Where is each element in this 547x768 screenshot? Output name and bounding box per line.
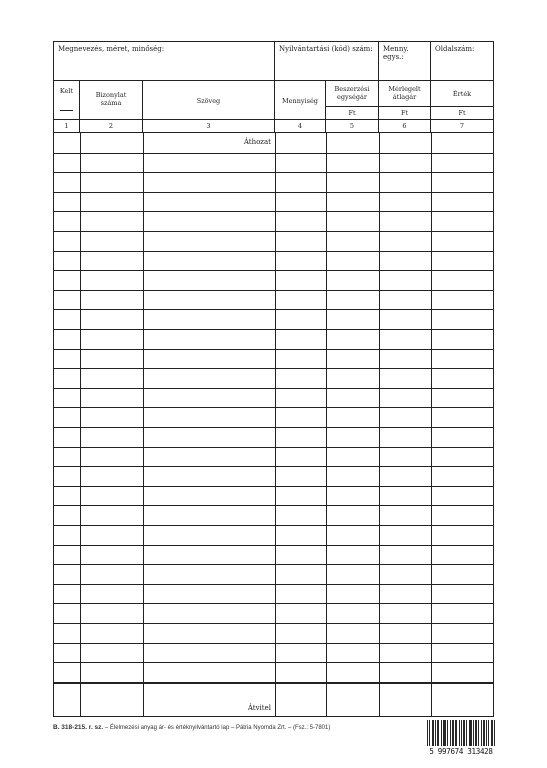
barcode-bar <box>444 720 445 746</box>
barcode-bar <box>476 720 477 746</box>
grid-row-line <box>54 349 493 350</box>
grid-row-line <box>54 251 493 252</box>
page-number-field[interactable] <box>431 42 493 80</box>
barcode-bar <box>432 720 433 746</box>
grid-row-line <box>54 309 493 310</box>
barcode-bar <box>464 720 465 746</box>
grid-row-line <box>54 505 493 506</box>
grid-row-line <box>54 290 493 291</box>
barcode-bar <box>473 720 474 746</box>
page-number-label: Oldalszám: <box>435 45 475 53</box>
grid-row-line <box>54 682 493 684</box>
unit-field-label: Menny. egys.: <box>383 45 409 61</box>
form-description: – Élelmezési anyag ár- és értéknyilvántartó lap – Pátria Nyomda Zrt. – (Fsz.: 5-7801) <box>103 725 331 731</box>
column-number: 4 <box>275 120 326 132</box>
barcode-bar <box>484 720 485 746</box>
grid-row-line <box>54 564 493 565</box>
column-szoveg <box>143 81 275 119</box>
grid-row-line <box>54 545 493 546</box>
barcode-bar <box>459 720 460 746</box>
grid-column-divider <box>379 133 380 716</box>
column-szoveg-label: Szöveg <box>196 97 221 105</box>
barcode-digits: 5 997674 313428 <box>429 747 493 756</box>
barcode-bar <box>443 720 444 746</box>
column-merlegelt-label: Mérlegelt átlagár <box>388 85 421 101</box>
barcode-bar <box>461 720 462 746</box>
grid-row-line <box>54 270 493 271</box>
grid-row-line <box>54 172 493 173</box>
grid-row-line <box>54 427 493 428</box>
unit-field[interactable] <box>379 42 431 80</box>
column-beszerzesi-label: Beszerzési egységár <box>334 85 370 101</box>
carry-in-label: Áthozat <box>243 138 271 146</box>
grid-row-line <box>54 368 493 369</box>
column-mennyiseg-label: Mennyiség <box>282 97 318 105</box>
barcode-bar <box>429 720 430 746</box>
column-number: 5 <box>326 120 379 132</box>
grid-row-line <box>54 211 493 212</box>
column-beszerzesi <box>326 81 379 119</box>
carry-out-label: Átvitel <box>247 704 271 712</box>
form-header-row <box>54 42 493 81</box>
column-number: 1 <box>54 120 80 132</box>
grid-row-line <box>54 623 493 624</box>
barcode-bars <box>427 720 495 746</box>
barcode-bar <box>478 720 479 746</box>
grid-column-divider <box>275 133 276 716</box>
grid-column-divider <box>431 133 432 716</box>
barcode-bar <box>463 720 464 746</box>
barcode-bar <box>453 720 454 746</box>
form-footer <box>53 724 330 731</box>
column-number: 2 <box>80 120 143 132</box>
column-ertek <box>431 81 493 119</box>
grid-row-line <box>54 231 493 232</box>
barcode-bar <box>441 720 442 746</box>
name-field-label: Megnevezés, méret, minőség: <box>58 45 165 53</box>
barcode-bar <box>470 720 471 746</box>
grid-row-line <box>54 486 493 487</box>
grid-row-line <box>54 447 493 448</box>
barcode-bar <box>452 720 453 746</box>
grid-row-line <box>54 192 493 193</box>
name-field[interactable] <box>54 42 275 80</box>
column-mennyiseg <box>275 81 326 119</box>
code-field[interactable] <box>275 42 379 80</box>
barcode-bar <box>450 720 451 746</box>
grid-row-line <box>54 525 493 526</box>
barcode-bar <box>438 720 439 746</box>
column-kelt <box>54 81 80 119</box>
grid-row-line <box>54 407 493 408</box>
grid-row-line <box>54 329 493 330</box>
barcode-bar <box>494 720 495 746</box>
barcode-bar <box>492 720 493 746</box>
form-code: B. 318-215. r. sz. <box>53 724 104 731</box>
barcode-bar <box>491 720 492 746</box>
column-number: 7 <box>459 122 465 130</box>
grid-row-line <box>54 466 493 467</box>
barcode-bar <box>437 720 438 746</box>
barcode-bar <box>481 720 482 746</box>
column-merlegelt-unit: Ft <box>379 106 430 119</box>
grid-column-divider <box>143 133 144 716</box>
grid-row-line <box>54 584 493 585</box>
barcode-bar <box>456 720 457 746</box>
barcode-bar <box>471 720 472 746</box>
barcode-bar <box>435 720 436 746</box>
column-kelt-label: Kelt <box>59 87 74 95</box>
grid-row-line <box>54 662 493 663</box>
column-merlegelt <box>379 81 431 119</box>
column-ertek-unit: Ft <box>431 106 493 119</box>
barcode-bar <box>483 720 484 746</box>
grid-row-line <box>54 643 493 644</box>
barcode-bar <box>466 720 467 746</box>
grid-row-line <box>54 153 493 154</box>
column-number: 6 <box>379 120 431 132</box>
grid-column-divider <box>326 133 327 716</box>
barcode-bar <box>427 720 428 746</box>
form-sheet <box>53 41 494 717</box>
barcode-bar <box>455 720 456 746</box>
column-number: 3 <box>143 120 275 132</box>
grid-row-line <box>54 388 493 389</box>
column-header-row <box>54 81 493 120</box>
column-bizonylat <box>80 81 143 119</box>
barcode <box>427 720 495 756</box>
entry-grid[interactable] <box>54 133 493 716</box>
code-field-label: Nyilvántartási (kód) szám: <box>279 45 373 53</box>
barcode-bar <box>475 720 476 746</box>
grid-column-divider <box>80 133 81 716</box>
barcode-bar <box>469 720 470 746</box>
column-ertek-label: Érték <box>452 90 472 98</box>
column-bizonylat-label: Bizonylat száma <box>95 91 127 107</box>
grid-row-line <box>54 603 493 604</box>
barcode-bar <box>488 720 489 746</box>
barcode-bar <box>486 720 487 746</box>
kelt-divider <box>60 110 73 111</box>
column-beszerzesi-unit: Ft <box>326 106 378 119</box>
barcode-bar <box>433 720 434 746</box>
barcode-bar <box>445 720 446 746</box>
barcode-bar <box>447 720 448 746</box>
column-number-row <box>54 120 493 133</box>
